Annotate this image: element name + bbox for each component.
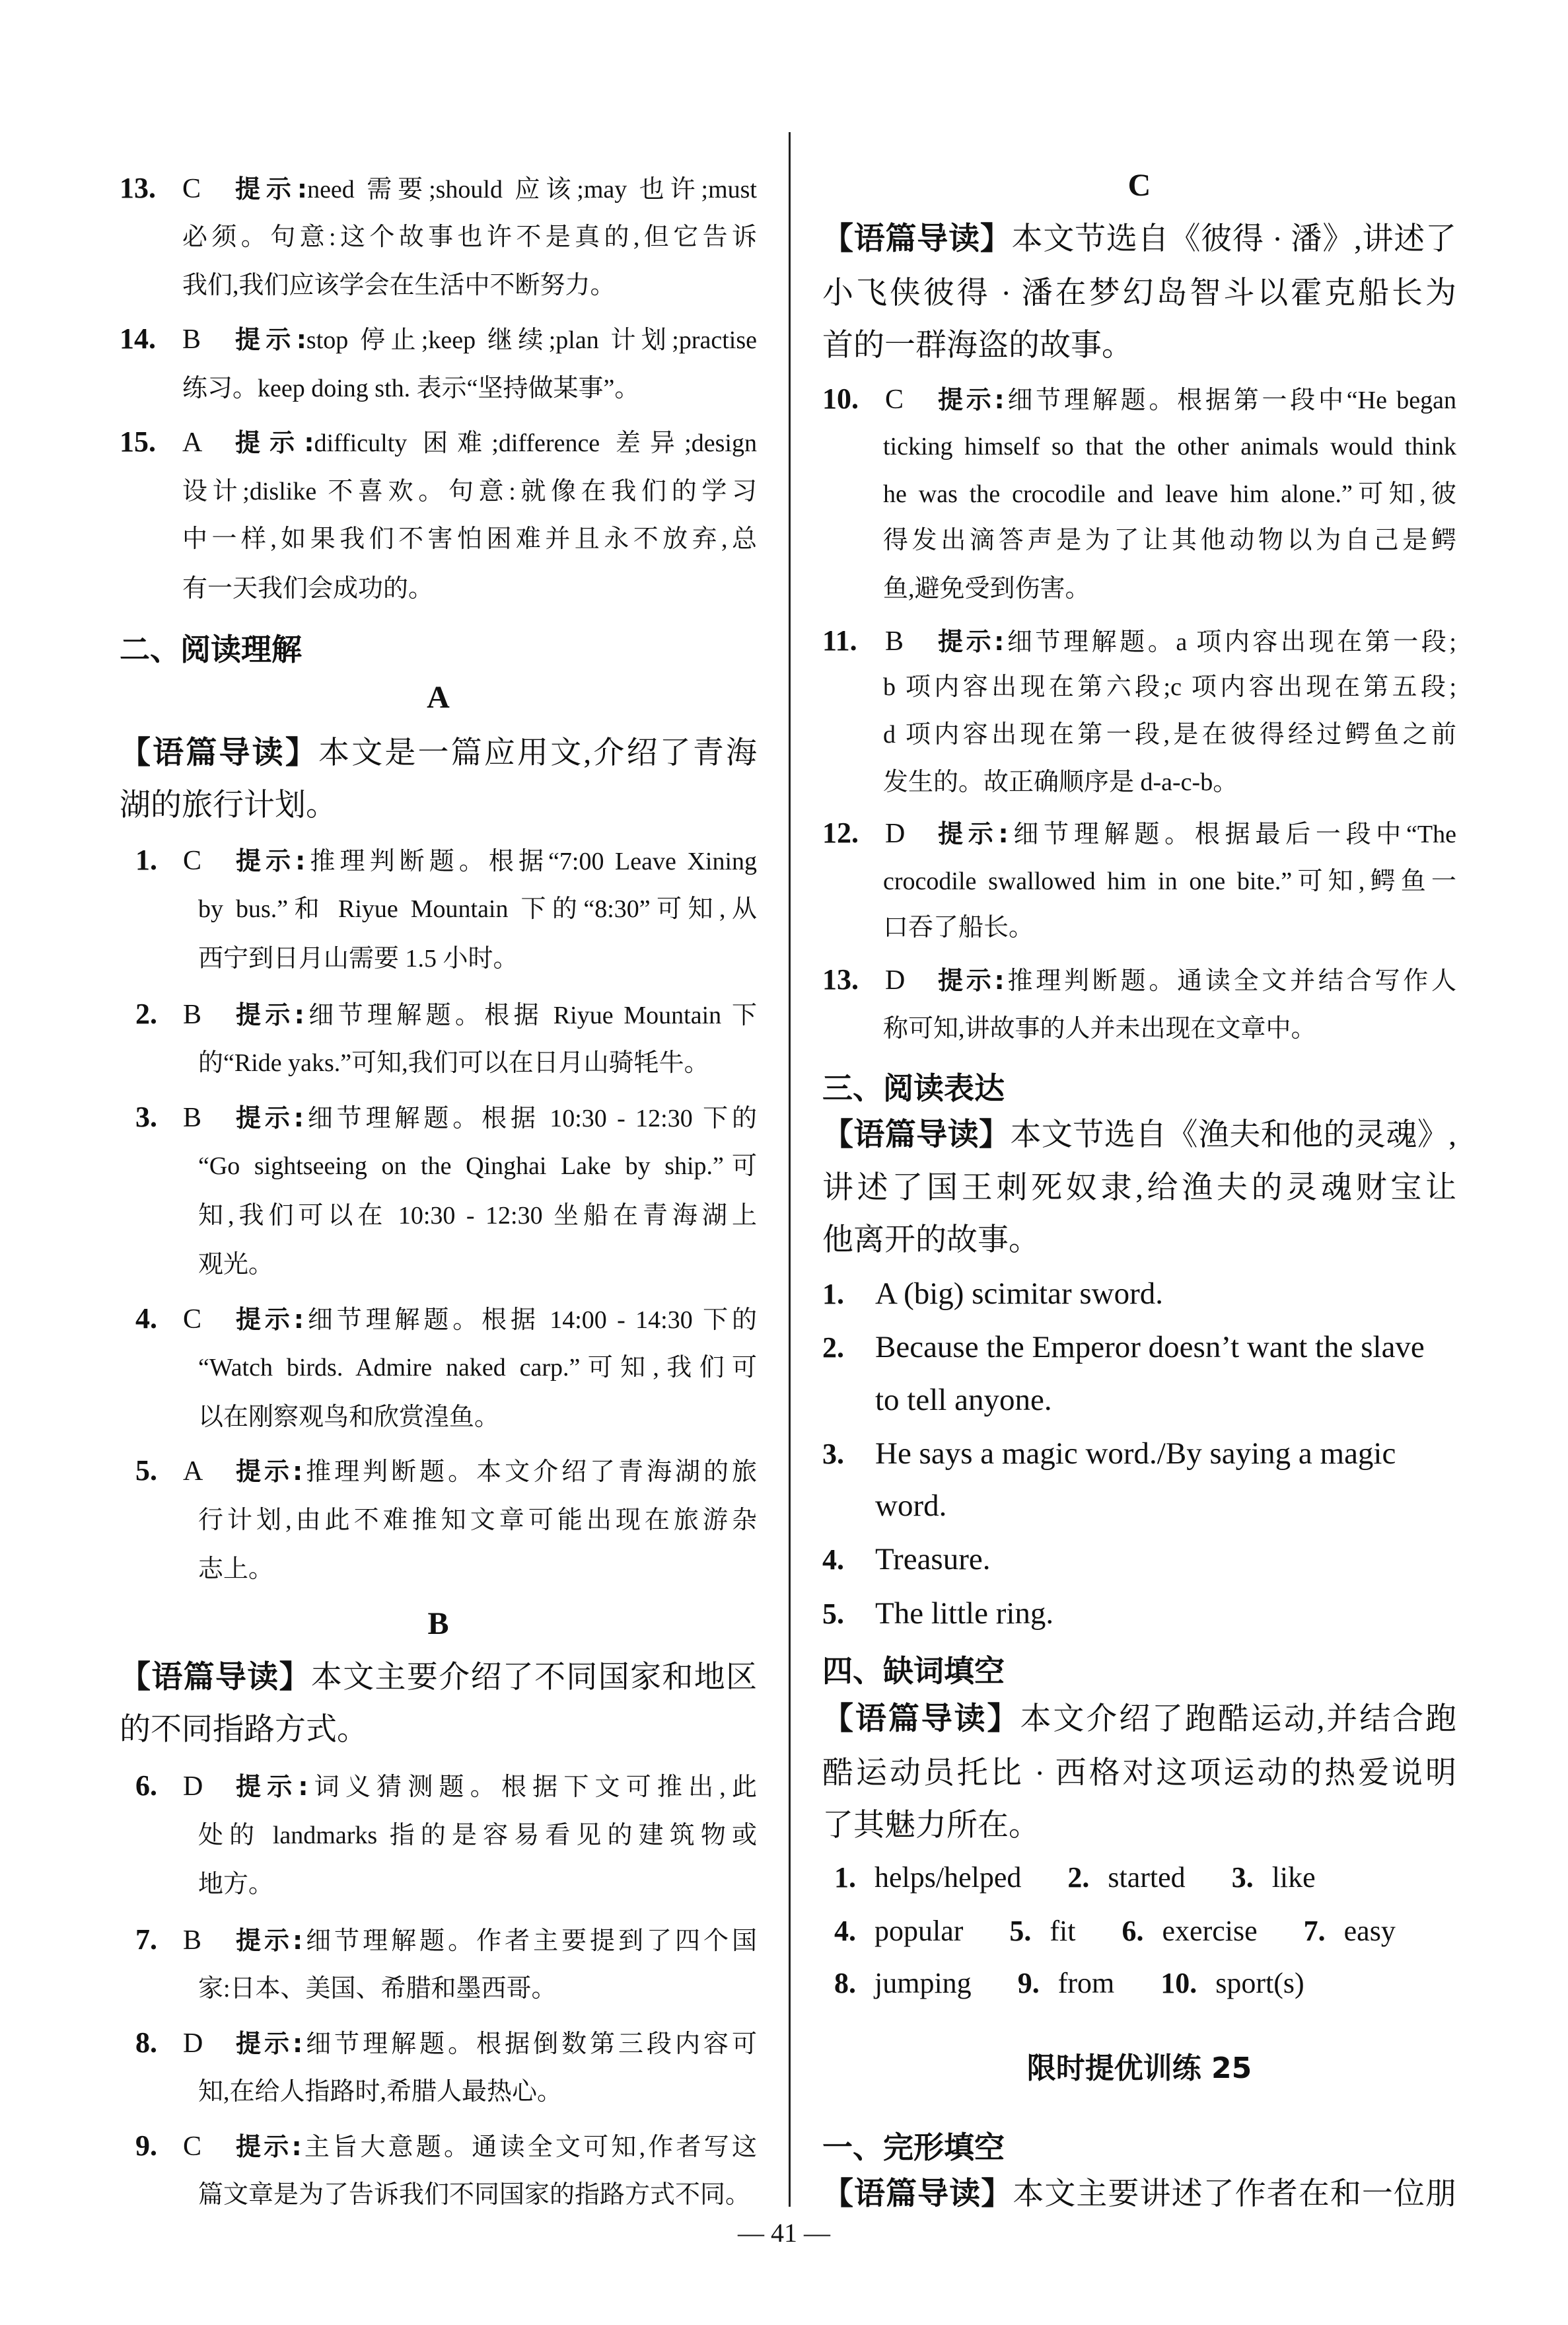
answer-continuation-line: b 项内容出现在第六段;c 项内容出现在第五段; xyxy=(883,673,1456,701)
item-number: 15. xyxy=(120,425,156,458)
answer-hint xyxy=(236,1770,757,1804)
answer-choice: A xyxy=(182,427,203,458)
answer-continuation-line: to tell anyone. xyxy=(875,1383,1052,1417)
answer-hint xyxy=(236,2027,757,2061)
hint-text: 细节理解题。a 项内容出现在第一段; xyxy=(1004,628,1456,656)
hint-label: 提示: xyxy=(938,819,1009,848)
item-number: 5. xyxy=(822,1598,844,1630)
hint-text: Because the Emperor doesn’t want the slave xyxy=(875,1330,1425,1364)
item-number: 2. xyxy=(135,998,157,1030)
passage-intro-text: 本文主要讲述了作者在和一位朋 xyxy=(1013,2177,1457,2211)
answer-choice: A xyxy=(183,1456,203,1487)
answer-word: fit xyxy=(1050,1915,1076,1947)
hint-text: 细节理解题。根据最后一段中“The xyxy=(1008,821,1456,848)
hint-text: 细节理解题。根据第一段中“He began xyxy=(1004,387,1456,414)
item-number: 4. xyxy=(834,1915,856,1947)
item-number: 9. xyxy=(1017,1967,1040,1999)
answer-continuation-line: ticking himself so that the other animals would think xyxy=(883,433,1456,461)
hint-label: 提示: xyxy=(236,1103,304,1132)
word-answer xyxy=(1018,1966,1115,2000)
answer-item-15 xyxy=(120,425,757,460)
passage-intro-line xyxy=(822,275,1456,312)
word-answer xyxy=(834,1861,1021,1894)
answer-item-5 xyxy=(822,1595,1456,1633)
item-number: 10. xyxy=(822,383,859,415)
answer-item-12 xyxy=(822,817,1456,851)
item-number: 3. xyxy=(1231,1861,1254,1894)
answer-continuation-line: 西宁到日月山需要 1.5 小时。 xyxy=(198,945,518,973)
item-number: 3. xyxy=(135,1101,157,1133)
answer-item-6 xyxy=(135,1769,757,1804)
hint-text: Treasure. xyxy=(875,1542,991,1576)
answer-continuation-line: by bus.”和 Riyue Mountain 下的“8:30”可知,从 xyxy=(198,895,757,923)
passage-intro-line xyxy=(822,1169,1456,1206)
answer-continuation-line: 有一天我们会成功的。 xyxy=(182,575,434,603)
passage-intro-label: 【语篇导读】 xyxy=(120,1659,311,1695)
section-heading: 二、阅读理解 xyxy=(120,632,302,667)
word-answer xyxy=(1067,1861,1185,1894)
answer-continuation-line: 处的 landmarks 指的是容易看见的建筑物或 xyxy=(198,1822,757,1849)
section-heading: 三、阅读表达 xyxy=(822,1070,1005,1106)
item-number: 1. xyxy=(135,844,157,876)
word-answers-row xyxy=(834,1966,1351,2000)
word-answers-row xyxy=(834,1914,1442,1948)
hint-text: 推理判断题。通读全文并结合写作人 xyxy=(1004,967,1456,995)
item-number: 6. xyxy=(1122,1915,1144,1947)
item-number: 10. xyxy=(1160,1967,1197,1999)
answer-item-13 xyxy=(120,172,757,206)
answer-choice: B xyxy=(183,1000,202,1030)
answer-continuation-line: 篇文章是为了告诉我们不同国家的指路方式不同。 xyxy=(198,2181,751,2209)
answer-continuation-line: 中一样,如果我们不害怕困难并且永不放弃,总 xyxy=(182,525,757,553)
answer-hint xyxy=(938,964,1456,998)
passage-intro-line xyxy=(822,1117,1456,1154)
answer-hint xyxy=(875,1275,1456,1312)
hint-label: 提示: xyxy=(236,846,306,875)
answer-continuation-line: 家:日本、美国、希腊和墨西哥。 xyxy=(198,1975,557,2003)
answer-hint xyxy=(875,1329,1456,1366)
hint-text: 推理判断题。本文介绍了青海湖的旅 xyxy=(303,1458,757,1486)
passage-intro-line xyxy=(822,1755,1456,1792)
word-answer xyxy=(834,1914,963,1948)
hint-text: 细节理解题。作者主要提到了四个国 xyxy=(303,1927,757,1955)
passage-intro-line xyxy=(120,735,757,772)
hint-label: 提示: xyxy=(938,385,1005,414)
passage-intro-line xyxy=(120,1711,757,1748)
answer-item-13 xyxy=(822,963,1456,998)
hint-label: 提示: xyxy=(236,1457,303,1486)
word-answer xyxy=(1122,1914,1258,1948)
item-number: 8. xyxy=(135,2026,157,2059)
answer-word: jumping xyxy=(874,1967,972,1999)
answer-item-4 xyxy=(822,1541,1456,1578)
hint-text: stop 停止;keep 继续;plan 计划;practise xyxy=(306,326,757,354)
passage-intro-label: 【语篇导读】 xyxy=(822,1701,1020,1737)
answer-item-5 xyxy=(135,1454,757,1489)
answer-choice: B xyxy=(885,626,904,657)
answer-hint xyxy=(938,817,1456,851)
answer-continuation-line: word. xyxy=(875,1489,947,1523)
answer-hint xyxy=(236,1101,757,1135)
passage-intro-text: 湖的旅行计划。 xyxy=(120,788,337,823)
passage-intro-text: 本文节选自《彼得 · 潘》,讲述了 xyxy=(1011,222,1457,256)
answer-continuation-line: 知,我们可以在 10:30 - 12:30 坐船在青海湖上 xyxy=(198,1202,757,1230)
item-number: 11. xyxy=(822,624,857,657)
item-number: 7. xyxy=(1303,1915,1326,1947)
answer-hint xyxy=(875,1435,1456,1472)
answer-hint xyxy=(236,1924,757,1958)
item-number: 13. xyxy=(120,172,156,204)
answer-item-2 xyxy=(822,1329,1456,1366)
answer-hint xyxy=(236,844,757,878)
item-number: 8. xyxy=(834,1967,856,1999)
passage-intro-label: 【语篇导读】 xyxy=(822,1117,1011,1153)
answer-item-2 xyxy=(135,998,757,1032)
answer-continuation-line: 地方。 xyxy=(198,1870,274,1898)
answer-continuation-line: “Go sightseeing on the Qinghai Lake by ship.”可 xyxy=(198,1152,757,1180)
answer-choice: B xyxy=(183,1103,202,1133)
hint-label: 提示: xyxy=(235,325,306,354)
answer-item-9 xyxy=(135,2129,757,2164)
hint-text: 主旨大意题。通读全文可知,作者写这 xyxy=(301,2133,757,2161)
answer-hint xyxy=(236,998,757,1032)
answer-choice: C xyxy=(183,2131,202,2162)
answer-continuation-line: 得发出滴答声是为了让其他动物以为自己是鳄 xyxy=(883,527,1456,554)
hint-text: 推理判断题。根据“7:00 Leave Xining xyxy=(305,848,757,875)
hint-text: 词义猜测题。根据下文可推出,此 xyxy=(308,1773,757,1801)
answer-word: sport(s) xyxy=(1215,1967,1304,1999)
hint-label: 提示: xyxy=(938,627,1005,656)
hint-label: 提示: xyxy=(236,2029,303,2058)
answer-word: like xyxy=(1271,1861,1316,1894)
hint-text: A (big) scimitar sword. xyxy=(875,1276,1163,1311)
word-answers-row xyxy=(834,1861,1362,1894)
answer-choice: D xyxy=(183,1771,203,1802)
word-answer xyxy=(1009,1914,1075,1948)
answer-continuation-line: 观光。 xyxy=(198,1251,274,1278)
answer-item-7 xyxy=(135,1923,757,1958)
item-number: 5. xyxy=(1009,1915,1032,1947)
item-number: 6. xyxy=(135,1769,157,1802)
passage-intro-text: 本文是一篇应用文,介绍了青海 xyxy=(318,736,758,770)
item-number: 4. xyxy=(135,1302,157,1335)
answer-choice: B xyxy=(182,324,201,355)
item-number: 14. xyxy=(120,322,156,355)
passage-intro-text: 首的一群海盗的故事。 xyxy=(822,328,1133,363)
answer-word: started xyxy=(1108,1861,1186,1894)
passage-intro-line xyxy=(822,1807,1456,1844)
item-number: 9. xyxy=(135,2129,157,2162)
hint-text: 细节理解题。根据 10:30 - 12:30 下的 xyxy=(303,1105,757,1132)
answer-continuation-line: 设计;dislike 不喜欢。句意:就像在我们的学习 xyxy=(182,478,757,505)
answer-choice: D xyxy=(183,2028,203,2059)
answer-hint xyxy=(875,1541,1456,1578)
passage-intro-text: 本文节选自《渔夫和他的灵魂》, xyxy=(1010,1118,1457,1152)
answer-item-3 xyxy=(135,1101,757,1135)
passage-intro-text: 本文介绍了跑酷运动,并结合跑 xyxy=(1020,1702,1457,1736)
answer-word: from xyxy=(1057,1967,1115,1999)
answer-continuation-line: 我们,我们应该学会在生活中不断努力。 xyxy=(182,272,616,299)
hint-text: The little ring. xyxy=(875,1596,1054,1631)
passage-intro-line xyxy=(120,787,757,824)
hint-text: 细节理解题。根据 Riyue Mountain 下 xyxy=(304,1002,758,1029)
answer-hint xyxy=(938,625,1456,659)
answer-choice: C xyxy=(183,846,202,876)
item-number: 13. xyxy=(822,963,859,996)
passage-intro-text: 了其魅力所在。 xyxy=(822,1808,1040,1843)
hint-label: 提示: xyxy=(236,1926,303,1955)
section-heading: 一、完形填空 xyxy=(822,2129,1005,2165)
passage-intro-label: 【语篇导读】 xyxy=(120,735,319,771)
answer-hint xyxy=(236,1303,757,1337)
answer-choice: D xyxy=(885,965,906,996)
answer-hint xyxy=(236,1455,757,1489)
page-number: — 41 — xyxy=(738,2218,830,2248)
item-number: 2. xyxy=(1067,1861,1090,1894)
hint-label: 提示: xyxy=(236,2132,302,2161)
passage-intro-line xyxy=(120,1659,757,1696)
answer-item-3 xyxy=(822,1435,1456,1473)
hint-text: He says a magic word./By saying a magic xyxy=(875,1436,1396,1471)
passage-intro-text: 小飞侠彼得 · 潘在梦幻岛智斗以霍克船长为 xyxy=(822,276,1456,311)
answer-hint xyxy=(938,383,1456,417)
answer-word: exercise xyxy=(1162,1915,1258,1947)
answer-hint xyxy=(875,1595,1456,1632)
hint-label: 提示: xyxy=(236,1772,308,1801)
answer-continuation-line: crocodile swallowed him in one bite.”可知,鳄鱼一 xyxy=(883,867,1456,895)
item-number: 3. xyxy=(822,1438,844,1470)
answer-continuation-line: 志上。 xyxy=(198,1555,274,1583)
answer-continuation-line: 发生的。故正确顺序是 d-a-c-b。 xyxy=(883,768,1238,796)
passage-intro-text: 酷运动员托比 · 西格对这项运动的热爱说明 xyxy=(822,1756,1456,1790)
answer-continuation-line: 鱼,避免受到伤害。 xyxy=(883,575,1090,603)
hint-label: 提示: xyxy=(235,428,314,457)
answer-continuation-line: 以在刚察观鸟和欣赏湟鱼。 xyxy=(198,1403,500,1431)
answer-choice: C xyxy=(183,1304,202,1335)
answer-item-8 xyxy=(135,2026,757,2061)
answer-continuation-line: 行计划,由此不难推知文章可能出现在旅游杂 xyxy=(198,1506,757,1534)
hint-label: 提示: xyxy=(938,966,1005,995)
passage-intro-line xyxy=(822,327,1456,364)
word-answer xyxy=(1304,1914,1396,1948)
answer-continuation-line: 练习。keep doing sth. 表示“坚持做某事”。 xyxy=(182,375,640,402)
item-number: 2. xyxy=(822,1331,844,1364)
answer-continuation-line: 称可知,讲故事的人并未出现在文章中。 xyxy=(883,1015,1316,1043)
section-heading: 四、缺词填空 xyxy=(822,1653,1005,1689)
answer-hint xyxy=(235,426,757,460)
passage-intro-label: 【语篇导读】 xyxy=(822,2176,1013,2212)
answer-item-14 xyxy=(120,322,757,357)
passage-intro-line xyxy=(822,1222,1456,1259)
passage-intro-label: 【语篇导读】 xyxy=(822,221,1012,257)
passage-intro-text: 他离开的故事。 xyxy=(822,1223,1040,1257)
answer-item-4 xyxy=(135,1302,757,1337)
word-answer xyxy=(834,1966,972,2000)
answer-item-1 xyxy=(822,1275,1456,1313)
answer-word: popular xyxy=(874,1915,964,1947)
hint-text: 细节理解题。根据倒数第三段内容可 xyxy=(303,2030,757,2058)
item-number: 1. xyxy=(834,1861,856,1894)
answer-choice: C xyxy=(885,385,904,415)
answer-item-11 xyxy=(822,624,1456,659)
passage-intro-text: 的不同指路方式。 xyxy=(120,1713,368,1747)
word-answer xyxy=(1160,1966,1304,2000)
passage-letter: C xyxy=(1127,168,1151,203)
item-number: 5. xyxy=(135,1454,157,1487)
hint-label: 提示: xyxy=(235,174,308,203)
answer-item-1 xyxy=(135,844,757,878)
answer-choice: D xyxy=(885,819,906,849)
hint-label: 提示: xyxy=(236,1000,304,1029)
answer-continuation-line: “Watch birds. Admire naked carp.”可知,我们可 xyxy=(198,1354,757,1382)
item-number: 1. xyxy=(822,1278,844,1310)
answer-word: easy xyxy=(1343,1915,1396,1947)
answer-choice: C xyxy=(182,174,201,204)
passage-intro-line xyxy=(822,221,1456,258)
answer-choice: B xyxy=(183,1925,202,1956)
answer-item-10 xyxy=(822,383,1456,417)
hint-text: need 需要;should 应该;may 也许;must xyxy=(307,176,757,203)
answer-continuation-line: d 项内容出现在第一段,是在彼得经过鳄鱼之前 xyxy=(883,721,1456,749)
passage-letter: A xyxy=(427,680,450,715)
answer-continuation-line: 知,在给人指路时,希腊人最热心。 xyxy=(198,2078,563,2106)
passage-letter: B xyxy=(427,1606,449,1641)
hint-label: 提示: xyxy=(236,1305,304,1334)
item-number: 12. xyxy=(822,817,859,849)
passage-intro-line xyxy=(822,1701,1456,1738)
passage-intro-text: 本文主要介绍了不同国家和地区 xyxy=(310,1660,758,1695)
passage-intro-line xyxy=(822,2176,1456,2213)
item-number: 7. xyxy=(135,1923,157,1956)
answer-continuation-line: 必须。句意:这个故事也许不是真的,但它告诉 xyxy=(182,223,757,251)
answer-continuation-line: 口吞了船长。 xyxy=(883,914,1034,941)
answer-hint xyxy=(235,172,757,206)
answer-hint xyxy=(235,323,757,357)
answer-hint xyxy=(236,2130,757,2164)
hint-text: difficulty 困难;difference 差异;design xyxy=(314,429,757,457)
word-answer xyxy=(1232,1861,1316,1894)
answer-continuation-line: he was the crocodile and leave him alone.”可知,彼 xyxy=(883,480,1456,508)
item-number: 4. xyxy=(822,1543,844,1576)
passage-intro-text: 讲述了国王刺死奴隶,给渔夫的灵魂财宝让 xyxy=(822,1171,1456,1205)
column-divider xyxy=(789,132,791,2207)
exercise-title: 限时提优训练 25 xyxy=(1026,2051,1252,2085)
answer-word: helps/helped xyxy=(874,1861,1022,1894)
hint-text: 细节理解题。根据 14:00 - 14:30 下的 xyxy=(303,1306,757,1334)
answer-continuation-line: 的“Ride yaks.”可知,我们可以在日月山骑牦牛。 xyxy=(198,1049,709,1077)
